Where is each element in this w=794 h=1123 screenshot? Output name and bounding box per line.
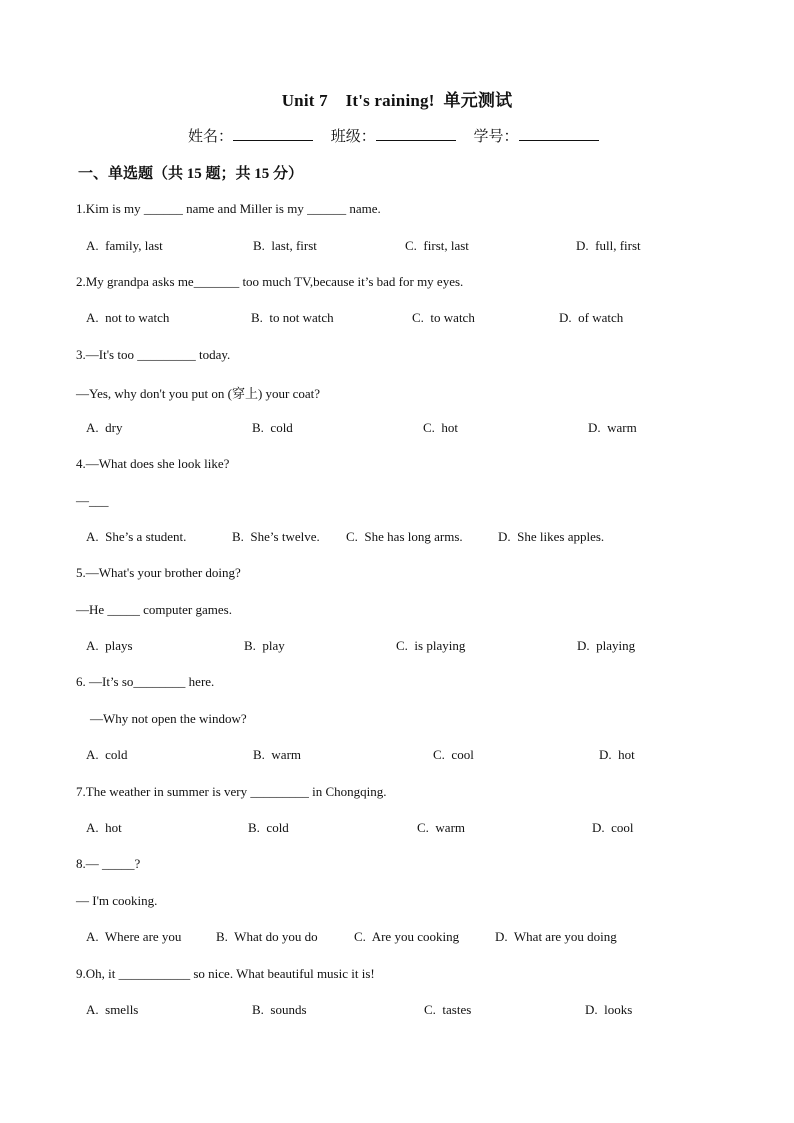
name-label: 姓名： — [188, 129, 234, 145]
question-3-option-b[interactable]: B. cold — [252, 420, 293, 435]
question-7-stem: 7.The weather in summer is very _________ in Chongqing. — [76, 784, 387, 799]
section-heading: 一、单选题（共 15 题；共 15 分） — [78, 166, 304, 182]
question-7-option-d[interactable]: D. cool — [592, 820, 634, 835]
class-field — [331, 129, 456, 145]
question-4-option-b[interactable]: B. She’s twelve. — [232, 529, 320, 544]
question-2-stem: 2.My grandpa asks me_______ too much TV,because it’s bad for my eyes. — [76, 274, 464, 289]
question-6-option-b[interactable]: B. warm — [253, 747, 302, 762]
question-6-option-a[interactable]: A. cold — [86, 747, 128, 762]
question-6-option-d[interactable]: D. hot — [599, 747, 635, 762]
id-blank[interactable] — [519, 126, 599, 141]
question-1-option-b[interactable]: B. last, first — [253, 238, 317, 253]
question-5-option-c[interactable]: C. is playing — [396, 638, 466, 653]
question-7-option-c[interactable]: C. warm — [417, 820, 466, 835]
question-8-option-a[interactable]: A. Where are you — [86, 929, 182, 944]
question-9-option-c[interactable]: C. tastes — [424, 1002, 472, 1017]
question-4-option-c[interactable]: C. She has long arms. — [346, 529, 463, 544]
name-blank[interactable] — [233, 126, 313, 141]
question-6-stem-line-2: —Why not open the window? — [90, 711, 247, 726]
question-4-option-a[interactable]: A. She’s a student. — [86, 529, 187, 544]
question-8-option-c[interactable]: C. Are you cooking — [354, 929, 460, 944]
question-3-stem: 3.—It's too _________ today. — [76, 347, 231, 362]
question-8-stem: 8.— _____? — [76, 856, 141, 871]
question-4-stem-line-2: —___ — [76, 493, 109, 508]
question-2-option-c[interactable]: C. to watch — [412, 310, 475, 325]
question-5-option-b[interactable]: B. play — [244, 638, 285, 653]
question-9-option-a[interactable]: A. smells — [86, 1002, 139, 1017]
question-1-stem: 1.Kim is my ______ name and Miller is my ______ name. — [76, 201, 381, 216]
question-1-option-c[interactable]: C. first, last — [405, 238, 469, 253]
question-3-option-c[interactable]: C. hot — [423, 420, 459, 435]
question-8-option-d[interactable]: D. What are you doing — [495, 929, 617, 944]
question-3-option-a[interactable]: A. dry — [86, 420, 123, 435]
question-4-stem: 4.—What does she look like? — [76, 456, 230, 471]
question-2-option-d[interactable]: D. of watch — [559, 310, 624, 325]
question-9-option-b[interactable]: B. sounds — [252, 1002, 307, 1017]
question-2-option-b[interactable]: B. to not watch — [251, 310, 334, 325]
question-1-option-d[interactable]: D. full, first — [576, 238, 641, 253]
id-label: 学号： — [473, 129, 519, 145]
student-info-row — [188, 125, 613, 146]
question-9-stem: 9.Oh, it ___________ so nice. What beautiful music it is! — [76, 966, 375, 981]
question-4-option-d[interactable]: D. She likes apples. — [498, 529, 605, 544]
question-9-option-d[interactable]: D. looks — [585, 1002, 633, 1017]
question-2-option-a[interactable]: A. not to watch — [86, 310, 170, 325]
question-6-option-c[interactable]: C. cool — [433, 747, 474, 762]
question-1-option-a[interactable]: A. family, last — [86, 238, 163, 253]
question-7-option-b[interactable]: B. cold — [248, 820, 289, 835]
question-6-stem: 6. —It’s so________ here. — [76, 674, 215, 689]
question-8-stem-line-2: — I'm cooking. — [76, 893, 158, 908]
class-blank[interactable] — [376, 126, 456, 141]
question-3-stem-line-2: —Yes, why don't you put on (穿上) your coat? — [76, 386, 321, 401]
question-5-option-a[interactable]: A. plays — [86, 638, 133, 653]
id-field — [474, 129, 599, 145]
page-title: Unit 7 It's raining! 单元测试 — [281, 91, 513, 110]
question-5-stem-line-2: —He _____ computer games. — [76, 602, 232, 617]
question-8-option-b[interactable]: B. What do you do — [216, 929, 318, 944]
question-7-option-a[interactable]: A. hot — [86, 820, 122, 835]
name-field — [188, 129, 313, 145]
question-5-stem: 5.—What's your brother doing? — [76, 565, 241, 580]
class-label: 班级： — [330, 129, 376, 145]
question-5-option-d[interactable]: D. playing — [577, 638, 636, 653]
question-3-option-d[interactable]: D. warm — [588, 420, 637, 435]
